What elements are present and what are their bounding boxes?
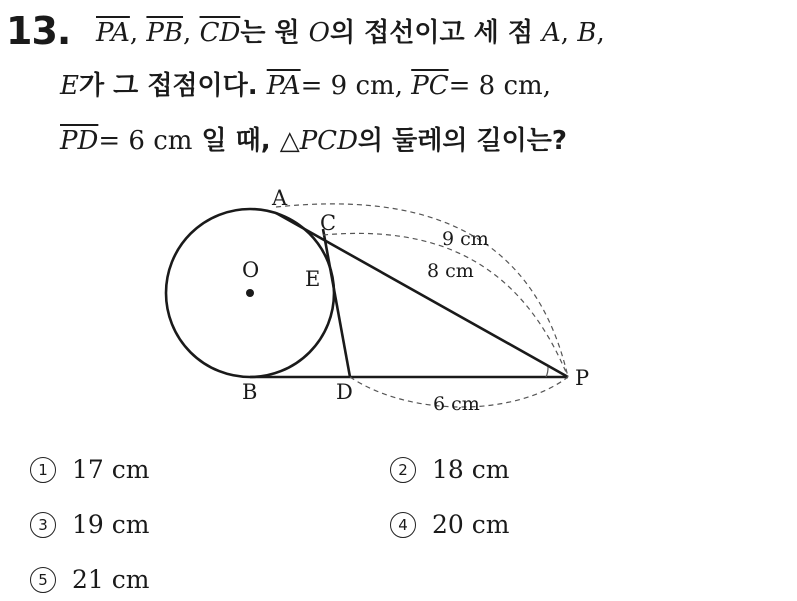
measure-pc: 8 cm xyxy=(427,260,474,282)
length-pa: = 9 cm xyxy=(300,71,395,101)
tangent-pa xyxy=(276,213,568,377)
comma: , xyxy=(183,18,200,48)
point-a: A xyxy=(542,18,561,48)
segment-cd: $\overline{CD}$ xyxy=(199,18,241,48)
choice-number-5: 5 xyxy=(30,567,56,593)
label-b: B xyxy=(242,380,258,404)
label-o: O xyxy=(242,258,260,282)
length-pd: = 6 cm xyxy=(98,126,193,156)
question-text: 의 접선이고 세 점 xyxy=(329,18,543,48)
measure-pa: 9 cm xyxy=(442,228,489,250)
choice-5[interactable] xyxy=(30,563,149,597)
question-line-3 xyxy=(60,118,567,164)
segment-pa: $\overline{PA}$ xyxy=(96,18,130,48)
choice-text: 21 cm xyxy=(72,565,150,594)
choice-1[interactable] xyxy=(30,453,149,487)
choice-3[interactable] xyxy=(30,508,149,542)
question-line-1 xyxy=(96,10,605,56)
choice-text: 19 cm xyxy=(72,510,150,539)
question-line-2 xyxy=(60,63,551,109)
point-e: E xyxy=(60,71,79,101)
point-b: B xyxy=(577,18,597,48)
triangle-name: PCD xyxy=(299,126,358,156)
label-a: A xyxy=(272,186,288,210)
question-text: 가 그 접점이다. xyxy=(78,71,267,101)
segment-pa: $\overline{PA}$ xyxy=(266,71,301,101)
question-text: 는 원 xyxy=(240,18,309,48)
choice-number-2: 2 xyxy=(390,457,416,483)
label-c: C xyxy=(320,211,337,235)
length-pc: = 8 cm xyxy=(448,71,543,101)
choice-number-3: 3 xyxy=(30,512,56,538)
question-text: 일 때, xyxy=(192,126,280,156)
segment-pd: $\overline{PD}$ xyxy=(60,126,99,156)
problem-number: 13. xyxy=(6,9,71,53)
geometry-figure xyxy=(150,185,620,425)
segment-pb: $\overline{PB}$ xyxy=(146,18,184,48)
choice-text: 18 cm xyxy=(432,455,510,484)
comma: , xyxy=(394,71,412,101)
circle-center-o: O xyxy=(308,18,330,48)
choice-number-4: 4 xyxy=(390,512,416,538)
center-dot xyxy=(246,289,254,297)
measure-pd: 6 cm xyxy=(433,393,480,415)
question-text: 의 둘레의 길이는? xyxy=(357,126,567,156)
segment-pc: $\overline{PC}$ xyxy=(411,71,449,101)
choice-text: 20 cm xyxy=(432,510,510,539)
comma: , xyxy=(129,18,147,48)
comma: , xyxy=(596,18,605,48)
triangle-symbol: △ xyxy=(279,126,300,156)
label-e: E xyxy=(305,267,321,291)
label-d: D xyxy=(336,380,353,404)
choice-text: 17 cm xyxy=(72,455,150,484)
choice-2[interactable] xyxy=(390,453,509,487)
comma: , xyxy=(542,71,551,101)
choice-4[interactable] xyxy=(390,508,509,542)
comma: , xyxy=(560,18,578,48)
angle-mark xyxy=(546,367,548,377)
choice-number-1: 1 xyxy=(30,457,56,483)
label-p: P xyxy=(575,366,590,390)
